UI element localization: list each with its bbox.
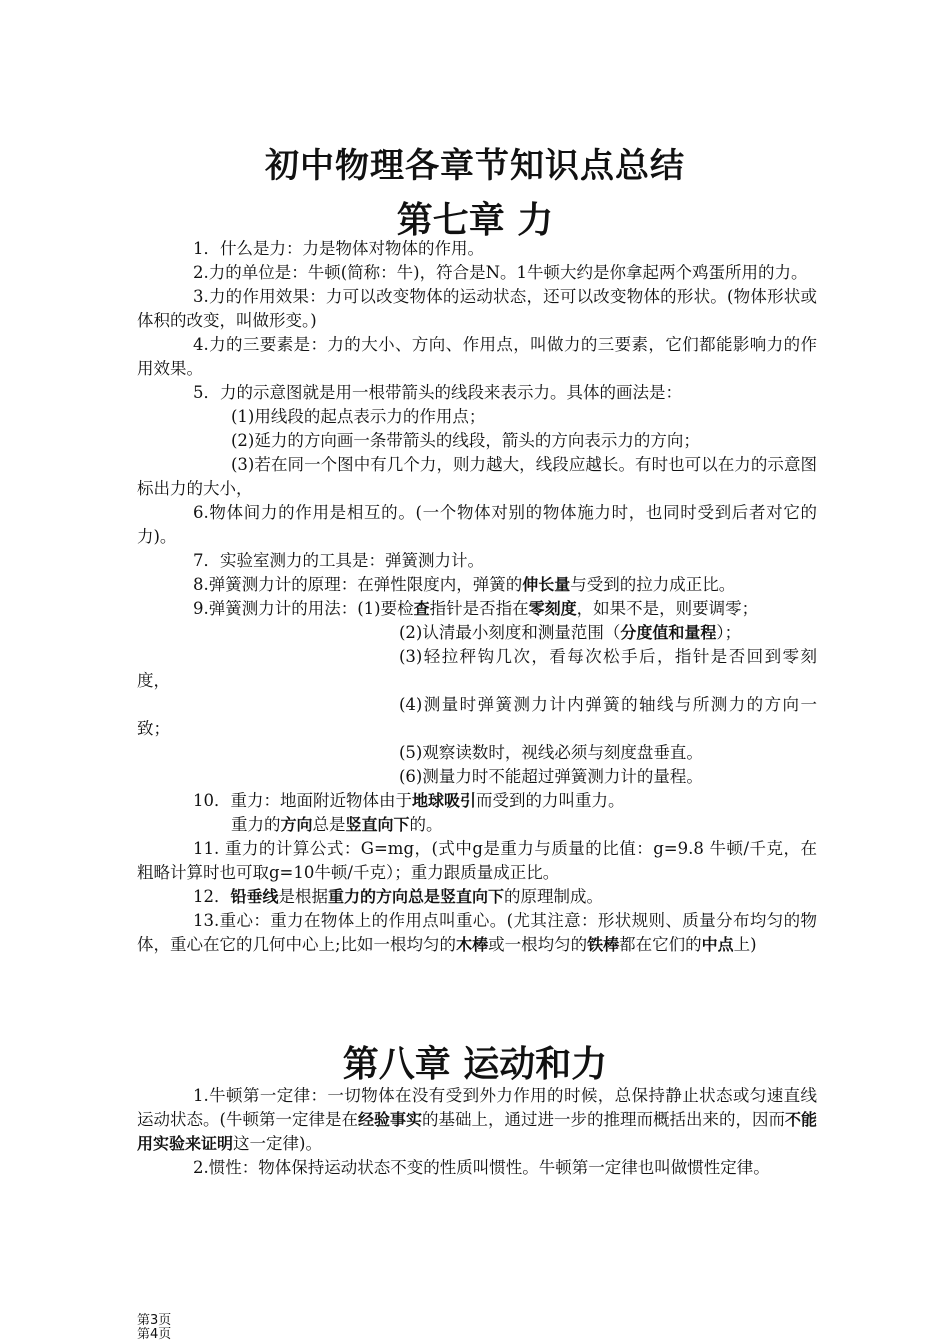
paragraph-8-2: 2.惯性：物体保持运动状态不变的性质叫惯性。牛顿第一定律也叫做惯性定律。 [193, 1158, 770, 1177]
paragraph-7-9-3: (3)轻拉秤钩几次，看每次松手后，指针是否回到零刻度， [137, 647, 817, 690]
emphasis-text: 查 [413, 599, 430, 618]
document-title: 初中物理各章节知识点总结 [265, 146, 685, 186]
paragraph-7-8: 8.弹簧测力计的原理：在弹性限度内，弹簧的伸长量与受到的拉力成正比。 [193, 575, 736, 594]
paragraph-7-10-2: 重力的方向总是竖直向下的。 [231, 815, 443, 834]
paragraph-7-9-4: (4)测量时弹簧测力计内弹簧的轴线与所测力的方向一致； [137, 695, 817, 738]
emphasis-text: 伸长量 [522, 575, 571, 594]
emphasis-text: 重力的方向总是竖直向下 [328, 887, 505, 906]
page-number-label: 第4页 [137, 1327, 172, 1342]
paragraph-7-10: 10．重力：地面附近物体由于地球吸引而受到的力叫重力。 [193, 791, 625, 810]
page-number-label: 第3页 [137, 1313, 172, 1328]
emphasis-text: 不能用实验来证明 [137, 1110, 818, 1153]
paragraph-7-5-3: (3)若在同一个图中有几个力，则力越大，线段应越长。有时也可以在力的示意图标出力的大小， [137, 455, 817, 498]
paragraph-7-6: 6.物体间力的作用是相互的。(一个物体对别的物体施力时，也同时受到后者对它的力)。 [137, 503, 817, 546]
paragraph-7-5-1: (1)用线段的起点表示力的作用点； [231, 407, 486, 426]
paragraph-7-1: 1．什么是力：力是物体对物体的作用。 [193, 239, 484, 258]
emphasis-text: 零刻度 [528, 599, 577, 618]
paragraph-7-13: 13.重心：重力在物体上的作用点叫重心。(尤其注意：形状规则、质量分布均匀的物体，重心在它的几何中心上;比如一根均匀的木棒或一根均匀的铁棒都在它们的中点上) [137, 911, 817, 954]
paragraph-7-5: 5．力的示意图就是用一根带箭头的线段来表示力。具体的画法是： [193, 383, 682, 402]
paragraph-7-12: 12．铅垂线是根据重力的方向总是竖直向下的原理制成。 [193, 887, 604, 906]
chapter-7-body [137, 237, 817, 957]
emphasis-text: 铁棒 [587, 935, 620, 954]
chapter-8-heading: 第八章 运动和力 [342, 1044, 608, 1085]
emphasis-text: 铅垂线 [230, 887, 279, 906]
paragraph-7-3: 3.力的作用效果：力可以改变物体的运动状态，还可以改变物体的形状。(物体形状或体积的改变，叫做形变。) [137, 287, 817, 330]
paragraph-7-9: 9.弹簧测力计的用法：(1)要检查指针是否指在零刻度，如果不是，则要调零； [193, 599, 759, 618]
emphasis-text: 分度值和量程 [620, 623, 717, 642]
emphasis-text: 方向 [280, 815, 313, 834]
paragraph-7-9-2: (2)认清最小刻度和测量范围（分度值和量程）； [399, 623, 742, 642]
paragraph-7-7: 7．实验室测力的工具是：弹簧测力计。 [193, 551, 484, 570]
paragraph-7-5-2: (2)延力的方向画一条带箭头的线段，箭头的方向表示力的方向； [231, 431, 700, 450]
emphasis-text: 经验事实 [357, 1110, 422, 1129]
chapter-7-heading: 第七章 力 [396, 200, 554, 241]
paragraph-7-9-5: (5)观察读数时，视线必须与刻度盘垂直。 [399, 743, 703, 762]
paragraph-7-11: 11. 重力的计算公式：G=mg，(式中g是重力与质量的比值：g=9.8 牛顿/千克，在粗略计算时也可取g=10牛顿/千克）；重力跟质量成正比。 [137, 839, 817, 882]
paragraph-7-4: 4.力的三要素是：力的大小、方向、作用点，叫做力的三要素，它们都能影响力的作用效果。 [137, 335, 817, 378]
emphasis-text: 地球吸引 [412, 791, 477, 810]
emphasis-text: 木棒 [456, 935, 489, 954]
paragraph-8-1: 1.牛顿第一定律：一切物体在没有受到外力作用的时候，总保持静止状态或匀速直线运动状态。(牛顿第一定律是在经验事实的基础上，通过进一步的推理而概括出来的，因而不能用实验来证明这一定律)。 [137, 1086, 818, 1153]
paragraph-7-2: 2.力的单位是：牛顿(简称：牛)，符合是N。1牛顿大约是你拿起两个鸡蛋所用的力。 [193, 263, 808, 282]
emphasis-text: 中点 [701, 935, 734, 954]
emphasis-text: 竖直向下 [345, 815, 410, 834]
paragraph-7-9-6: (6)测量力时不能超过弹簧测力计的量程。 [399, 767, 703, 786]
chapter-8-body [137, 1084, 817, 1180]
